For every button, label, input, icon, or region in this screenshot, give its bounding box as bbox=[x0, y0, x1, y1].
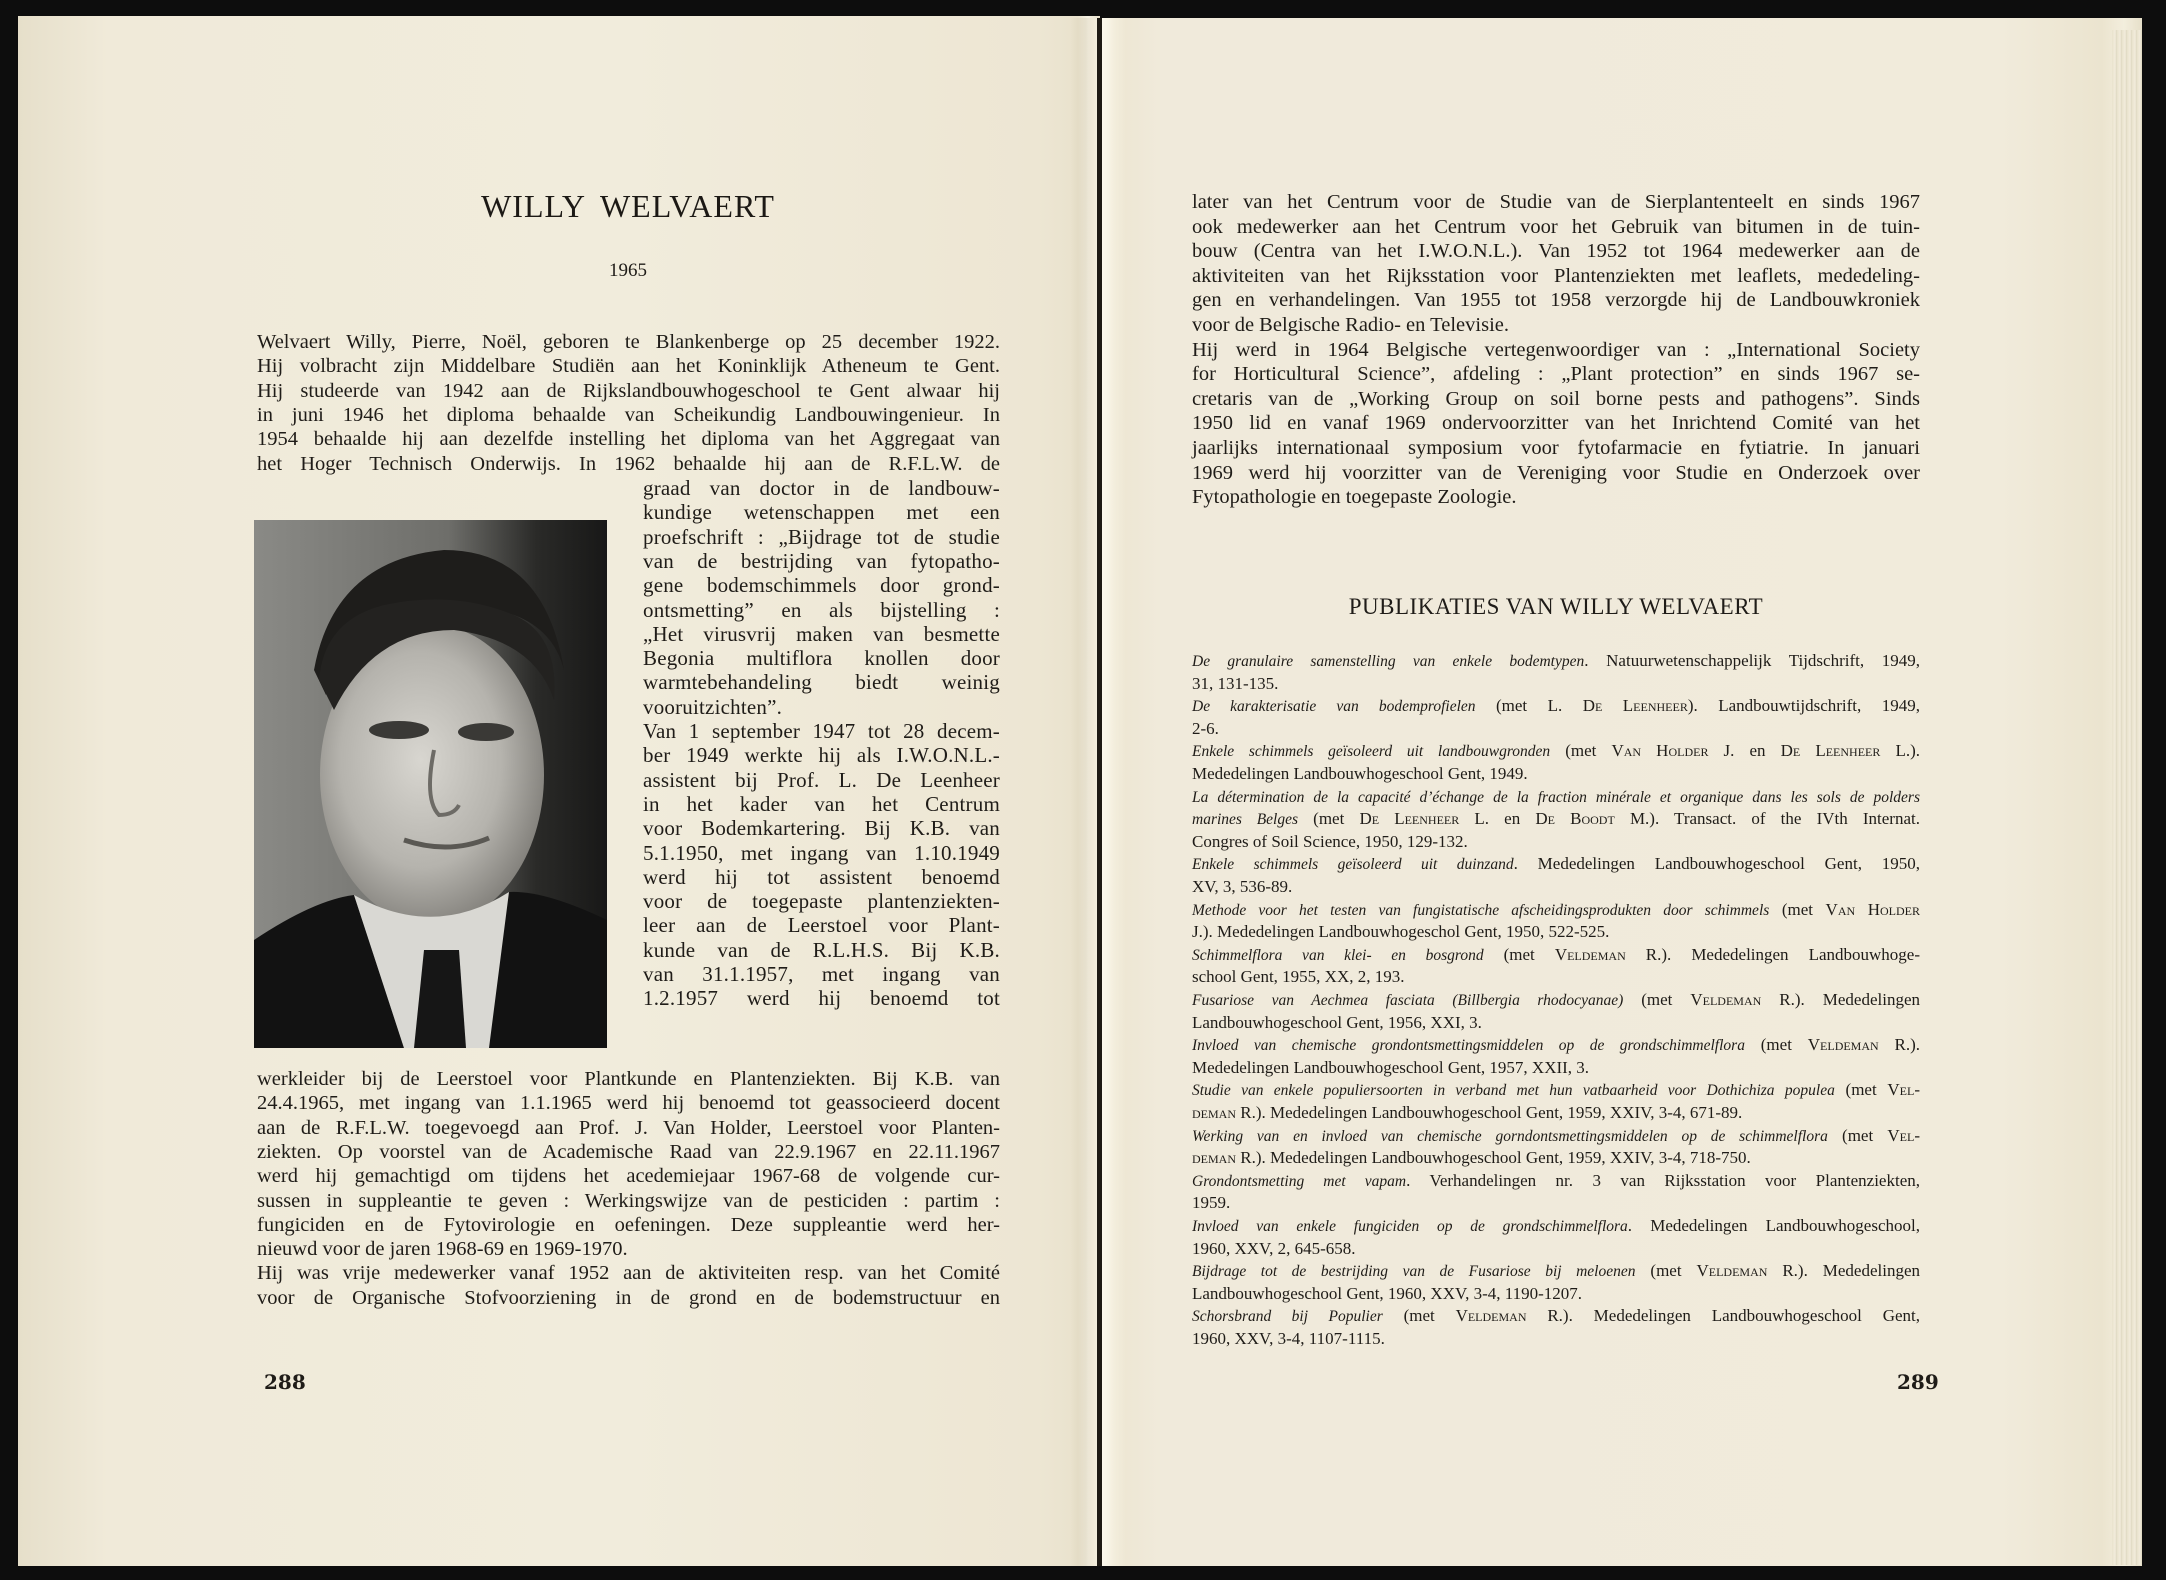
publication-source: (met Veldeman R.). Mededelingen Landbouwhoge- bbox=[1483, 944, 1921, 964]
publication-title: Grondontsmetting met vapam bbox=[1192, 1172, 1407, 1190]
publication-title: Invloed van enkele fungiciden op de grondschimmelflora bbox=[1192, 1218, 1628, 1235]
text-line: voor Bodemkartering. Bij K.B. van bbox=[643, 816, 1000, 841]
text-line: van de bestrijding van fytopatho- bbox=[643, 548, 1000, 573]
text-line: leer aan de Leerstoel voor Plant- bbox=[643, 913, 1000, 938]
text-line: voor de Belgische Radio- en Televisie. bbox=[1192, 314, 1509, 336]
text-line: kunde van de R.L.H.S. Bij K.B. bbox=[643, 937, 1000, 962]
text-line: kundige wetenschappen met een bbox=[643, 500, 1000, 525]
text-line: werd hij tot assistent benoemd bbox=[643, 864, 1000, 889]
text-line: ber 1949 werkte hij als I.W.O.N.L.- bbox=[643, 743, 1000, 768]
publication-title: La détermination de la capacité d’échange de la fraction minérale et organique dans les sols de polders bbox=[1192, 788, 1920, 806]
text-line: „Het virusvrij maken van besmette bbox=[643, 621, 1000, 646]
text-line: werkleider bij de Leerstoel voor Plantkunde en Plantenziekten. Bij K.B. van bbox=[257, 1068, 1000, 1090]
text-line: van 31.1.1957, met ingang van bbox=[643, 962, 1000, 986]
publication-source: (met Van Holder bbox=[1769, 899, 1920, 919]
text-line: het Hoger Technisch Onderwijs. In 1962 behaalde hij aan de R.F.L.W. de bbox=[257, 452, 1000, 475]
page-edges-right bbox=[2112, 30, 2142, 1565]
publication-title: Enkele schimmels geïsoleerd uit landbouwgronden bbox=[1192, 743, 1551, 761]
text-line: ook medewerker aan het Centrum voor het Gebruik van bitumen in de tuin- bbox=[1192, 215, 1920, 238]
text-line: later van het Centrum voor de Studie van de Sierplantenteelt en sinds 1967 bbox=[1192, 191, 1920, 213]
text-line: jaarlijks internationaal symposium voor fytofarmacie en fytiatrie. In januari bbox=[1192, 437, 1920, 459]
text-line: 1950 lid en vanaf 1969 ondervoorzitter van het Inrichtend Comité van het bbox=[1192, 412, 1920, 435]
publication-title: Schimmelflora van klei- en bosgrond bbox=[1192, 946, 1484, 964]
text-line: Van 1 september 1947 tot 28 decem- bbox=[643, 719, 1000, 743]
text-line: Hij werd in 1964 Belgische vertegenwoordiger van : „International Society bbox=[1192, 338, 1920, 361]
text-line: for Horticultural Science”, afdeling : „Plant protection” en sinds 1967 se- bbox=[1192, 363, 1920, 386]
title-first-name: WILLY bbox=[481, 188, 586, 224]
text-line: 24.4.1965, met ingang van 1.1.1965 werd hij benoemd tot geassocieerd docent bbox=[257, 1092, 1000, 1115]
publication-source-continued: Congres of Soil Science, 1950, 129-132. bbox=[1192, 831, 1468, 851]
text-line: Welvaert Willy, Pierre, Noël, geboren te Blankenberge op 25 december 1922. bbox=[257, 331, 1000, 353]
text-line: nieuwd voor de jaren 1968-69 en 1969-1970. bbox=[257, 1238, 628, 1261]
publication-title: De granulaire samenstelling van enkele bodemtypen bbox=[1192, 653, 1585, 670]
publication-source-continued: (met De Leenheer L. en De Boodt M.). Transact. of the IVth Internat. bbox=[1298, 809, 1920, 829]
text-line: sussen in suppleantie te geven : Werkingswijze van de pesticiden : partim : bbox=[257, 1189, 1000, 1212]
text-line: proefschrift : „Bijdrage tot de studie bbox=[643, 524, 1000, 549]
text-line: in juni 1946 het diploma behaalde van Scheikundig Landbouwingenieur. In bbox=[257, 403, 1000, 426]
publication-title: Studie van enkele populiersoorten in verband met hun vatbaarheid voor Dothichiza populea bbox=[1192, 1082, 1835, 1100]
publication-source-continued: 1960, XXV, 3-4, 1107-1115. bbox=[1192, 1329, 1385, 1348]
text-line: werd hij gemachtigd om tijdens het acedemiejaar 1967-68 de volgende cur- bbox=[257, 1165, 1000, 1188]
year-heading: 1965 bbox=[609, 260, 647, 281]
text-line: warmtebehandeling biedt weinig bbox=[643, 670, 1000, 695]
publication-title-continued: marines Belges bbox=[1192, 811, 1299, 829]
text-line: vooruitzichten”. bbox=[643, 694, 783, 719]
text-line: ontsmetting” en als bijstelling : bbox=[643, 597, 1000, 622]
publication-source-continued: 2-6. bbox=[1192, 718, 1219, 738]
publication-source-continued: J.). Mededelingen Landbouwhogeschol Gent, 1950, 522-525. bbox=[1192, 922, 1610, 942]
publication-source: (met Veldeman R.). Mededelingen bbox=[1623, 990, 1920, 1009]
title-last-name: WELVAERT bbox=[599, 188, 775, 224]
publication-title: Invloed van chemische grondontsmettingsmiddelen op de grondschimmelflora bbox=[1192, 1037, 1745, 1055]
publications-heading: PUBLIKATIES VAN WILLY WELVAERT bbox=[1348, 594, 1764, 619]
page-number-left: 288 bbox=[264, 1370, 306, 1394]
publication-title: De karakterisatie van bodemprofielen bbox=[1192, 698, 1476, 716]
publication-source: . Natuurwetenschappelijk Tijdschrift, 1949, bbox=[1584, 651, 1921, 670]
publication-source: (met Veldeman R.). bbox=[1744, 1035, 1921, 1055]
text-line: ziekten. Op voorstel van de Academische Raad van 22.9.1967 en 22.11.1967 bbox=[257, 1140, 1000, 1163]
publication-source-continued: deman R.). Mededelingen Landbouwhogeschool Gent, 1959, XXIV, 3-4, 718-750. bbox=[1192, 1148, 1751, 1168]
publication-title: Schorsbrand bij Populier bbox=[1192, 1308, 1383, 1326]
publication-source-continued: deman R.). Mededelingen Landbouwhogeschool Gent, 1959, XXIV, 3-4, 671-89. bbox=[1192, 1103, 1743, 1122]
publication-source: (met Veldeman R.). Mededelingen Landbouwhogeschool Gent, bbox=[1382, 1306, 1920, 1326]
publication-source-continued: Mededelingen Landbouwhogeschool Gent, 1949. bbox=[1192, 764, 1528, 783]
publication-source-continued: Landbouwhogeschool Gent, 1960, XXV, 3-4, 1190-1207. bbox=[1192, 1283, 1583, 1303]
text-line: 1969 werd hij voorzitter van de Vereniging voor Studie en Onderzoek over bbox=[1192, 461, 1920, 484]
publication-title: Enkele schimmels geïsoleerd uit duinzand bbox=[1192, 856, 1514, 874]
text-line: 1954 behaalde hij aan dezelfde instelling het diploma van het Aggregaat van bbox=[257, 428, 1000, 451]
text-line: voor de toegepaste plantenziekten- bbox=[643, 889, 1000, 914]
portrait-image bbox=[254, 520, 607, 1048]
publication-source: (met Vel- bbox=[1827, 1125, 1920, 1145]
publication-source-continued: XV, 3, 536-89. bbox=[1192, 877, 1293, 896]
text-line: bouw (Centra van het I.W.O.N.L.). Van 1952 tot 1964 medewerker aan de bbox=[1192, 240, 1920, 263]
text-line: in het kader van het Centrum bbox=[643, 791, 1000, 816]
portrait-photo bbox=[254, 520, 607, 1048]
publication-source: (met Van Holder J. en De Leenheer L.). bbox=[1550, 741, 1920, 761]
text-line: 1.2.1957 werd hij benoemd tot bbox=[643, 986, 1000, 1011]
text-line: Hij volbracht zijn Middelbare Studiën aan het Koninklijk Atheneum te Gent. bbox=[257, 355, 1000, 378]
publication-title: Methode voor het testen van fungistatische afscheidingsprodukten door schimmels bbox=[1192, 901, 1770, 919]
publication-source: (met Vel- bbox=[1834, 1080, 1920, 1100]
publication-title: Bijdrage tot de bestrijding van de Fusariose bij meloenen bbox=[1192, 1263, 1636, 1281]
publication-source-continued: Mededelingen Landbouwhogeschool Gent, 1957, XXII, 3. bbox=[1192, 1057, 1590, 1077]
publication-title: Werking van en invloed van chemische gorndontsmettingsmiddelen op de schimmelflora bbox=[1192, 1127, 1828, 1145]
publication-source: . Mededelingen Landbouwhogeschool, bbox=[1627, 1216, 1920, 1235]
text-line: gene bodemschimmels door grond- bbox=[643, 573, 1000, 598]
text-line: voor de Organische Stofvoorziening in de grond en de bodemstructuur en bbox=[257, 1286, 1000, 1309]
text-line: 5.1.1950, met ingang van 1.10.1949 bbox=[643, 840, 1000, 865]
publication-title: Fusariose van Aechmea fasciata (Billbergia rhodocyanae) bbox=[1192, 992, 1624, 1009]
text-line: gen en verhandelingen. Van 1955 tot 1958 verzorgde hij de Landbouwkroniek bbox=[1192, 289, 1920, 312]
text-line: graad van doctor in de landbouw- bbox=[643, 476, 1000, 500]
text-line: cretaris van de „Working Group on soil borne pests and pathogens”. Sinds bbox=[1192, 387, 1920, 410]
publication-source: (met Veldeman R.). Mededelingen bbox=[1635, 1261, 1920, 1281]
text-line: fungiciden en de Fytovirologie en oefeningen. Deze suppleantie werd her- bbox=[257, 1213, 1000, 1236]
text-line: Hij studeerde van 1942 aan de Rijkslandbouwhogeschool te Gent alwaar hij bbox=[257, 379, 1000, 402]
publication-source-continued: Landbouwhogeschool Gent, 1956, XXI, 3. bbox=[1192, 1012, 1482, 1032]
text-line: Hij was vrije medewerker vanaf 1952 aan de aktiviteiten resp. van het Comité bbox=[257, 1262, 1000, 1285]
publication-source: . Verhandelingen nr. 3 van Rijksstation voor Plantenziekten, bbox=[1406, 1170, 1920, 1190]
gutter-shadow-right bbox=[1102, 18, 1126, 1566]
publication-source-continued: 1960, XXV, 2, 645-658. bbox=[1192, 1238, 1356, 1258]
publication-source-continued: school Gent, 1955, XX, 2, 193. bbox=[1192, 967, 1405, 987]
text-line: assistent bij Prof. L. De Leenheer bbox=[643, 767, 1000, 792]
text-line: aan de R.F.L.W. toegevoegd aan Prof. J. Van Holder, Leerstoel voor Planten- bbox=[257, 1116, 1000, 1139]
text-line: Fytopathologie en toegepaste Zoologie. bbox=[1192, 486, 1517, 509]
page-title bbox=[257, 188, 999, 225]
gutter-shadow-left bbox=[1070, 18, 1097, 1566]
page-number-right: 289 bbox=[1897, 1370, 1939, 1394]
publication-source-continued: 31, 131-135. bbox=[1192, 673, 1279, 693]
text-line: Begonia multiflora knollen door bbox=[643, 646, 1000, 671]
text-line: aktiviteiten van het Rijksstation voor Plantenziekten met leaflets, mededeling- bbox=[1192, 264, 1920, 287]
publication-source: . Mededelingen Landbouwhogeschool Gent, 1950, bbox=[1513, 854, 1920, 874]
publication-source-continued: 1959. bbox=[1192, 1193, 1231, 1213]
publication-source: (met L. De Leenheer). Landbouwtijdschrift, 1949, bbox=[1475, 696, 1920, 716]
